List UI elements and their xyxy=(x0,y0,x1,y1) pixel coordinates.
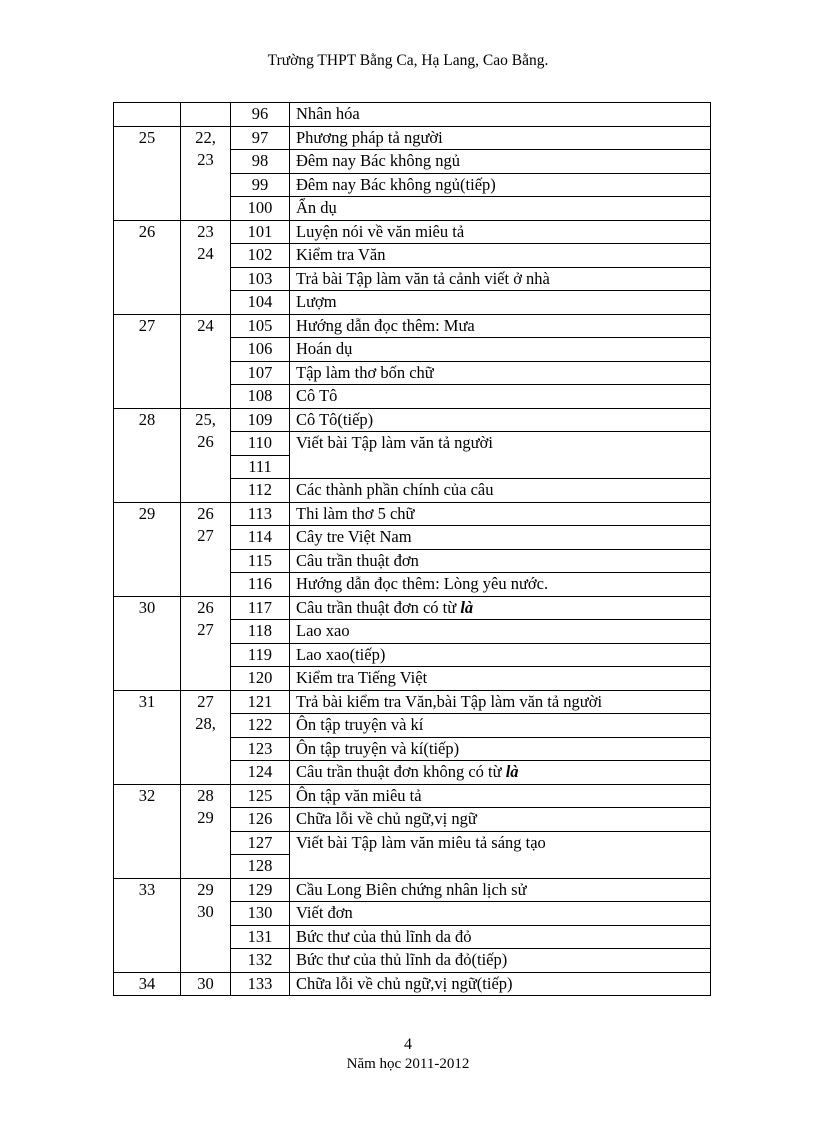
lesson-number: 112 xyxy=(231,479,290,503)
emphasis-word: là xyxy=(505,762,519,781)
tuan-cell xyxy=(181,408,231,502)
lesson-number: 113 xyxy=(231,502,290,526)
lesson-number: 114 xyxy=(231,526,290,550)
lesson-number: 109 xyxy=(231,408,290,432)
week-number: 28 xyxy=(138,409,156,429)
lesson-title: Viết bài Tập làm văn miêu tả sáng tạo xyxy=(290,831,711,878)
lesson-number: 115 xyxy=(231,549,290,573)
lesson-number: 129 xyxy=(231,878,290,902)
tuan-value: 22, xyxy=(195,127,216,147)
tuan-cell xyxy=(181,878,231,972)
table-row xyxy=(114,596,711,620)
tuan-cell xyxy=(181,314,231,408)
lesson-title-cell xyxy=(290,596,711,620)
lesson-number: 96 xyxy=(231,103,290,127)
lesson-title: Tập làm thơ bốn chữ xyxy=(290,361,711,385)
week-number: 32 xyxy=(138,785,156,805)
week-number: 29 xyxy=(138,503,156,523)
lesson-title: Ôn tập truyện và kí xyxy=(290,714,711,738)
tuan-cell xyxy=(181,103,231,127)
lesson-title: Cô Tô xyxy=(290,385,711,409)
tuan-value: 24 xyxy=(197,315,214,335)
lesson-number: 124 xyxy=(231,761,290,785)
lesson-title: Cô Tô(tiếp) xyxy=(290,408,711,432)
tuan-value: 23 xyxy=(197,221,214,241)
lesson-title: Luyện nói về văn miêu tả xyxy=(290,220,711,244)
lesson-number: 99 xyxy=(231,173,290,197)
lesson-number: 127 xyxy=(231,831,290,855)
lesson-title: Ôn tập truyện và kí(tiếp) xyxy=(290,737,711,761)
lesson-title: Đêm nay Bác không ngủ(tiếp) xyxy=(290,173,711,197)
tuan-value: 26 xyxy=(197,597,214,617)
lesson-title: Bức thư của thủ lĩnh da đỏ(tiếp) xyxy=(290,949,711,973)
lesson-title: Câu trần thuật đơn có từ xyxy=(296,597,461,617)
lesson-number: 125 xyxy=(231,784,290,808)
lesson-title-cell xyxy=(290,761,711,785)
tuan-cell xyxy=(181,972,231,996)
lesson-title: Trả bài kiểm tra Văn,bài Tập làm văn tả người xyxy=(290,690,711,714)
tuan-value: 25, xyxy=(195,409,216,429)
lesson-number: 130 xyxy=(231,902,290,926)
table-row xyxy=(114,103,711,127)
lesson-number: 102 xyxy=(231,244,290,268)
lesson-number: 118 xyxy=(231,620,290,644)
table-row xyxy=(114,220,711,244)
lesson-title: Các thành phần chính của câu xyxy=(290,479,711,503)
tuan-value: 29 xyxy=(197,879,214,899)
lesson-number: 131 xyxy=(231,925,290,949)
lesson-number: 117 xyxy=(231,596,290,620)
tuan-value: 23 xyxy=(197,150,214,169)
lesson-title: Trả bài Tập làm văn tả cảnh viết ở nhà xyxy=(290,267,711,291)
lesson-title: Viết đơn xyxy=(290,902,711,926)
lesson-title: Bức thư của thủ lĩnh da đỏ xyxy=(290,925,711,949)
lesson-number: 110 xyxy=(231,432,290,456)
tuan-value: 30 xyxy=(197,973,214,993)
lesson-number: 128 xyxy=(231,855,290,879)
week-number: 34 xyxy=(138,973,156,993)
week-number: 31 xyxy=(138,691,156,711)
lesson-number: 105 xyxy=(231,314,290,338)
week-number: 27 xyxy=(138,315,156,335)
table-row xyxy=(114,690,711,714)
lesson-number: 119 xyxy=(231,643,290,667)
tuan-value: 26 xyxy=(197,432,214,451)
table-row xyxy=(114,126,711,150)
week-cell xyxy=(114,502,181,596)
tuan-cell xyxy=(181,690,231,784)
tuan-cell xyxy=(181,220,231,314)
lesson-title: Kiểm tra Văn xyxy=(290,244,711,268)
table-row xyxy=(114,502,711,526)
tuan-value: 30 xyxy=(197,902,214,921)
page-header: Trường THPT Bằng Ca, Hạ Lang, Cao Bằng. xyxy=(267,52,549,69)
week-cell xyxy=(114,314,181,408)
tuan-cell xyxy=(181,126,231,220)
week-cell xyxy=(114,103,181,127)
lesson-number: 123 xyxy=(231,737,290,761)
week-number: 26 xyxy=(138,221,156,241)
lesson-number: 121 xyxy=(231,690,290,714)
lesson-number: 107 xyxy=(231,361,290,385)
week-number: 25 xyxy=(138,127,156,147)
lesson-title: Cây tre Việt Nam xyxy=(290,526,711,550)
lesson-title: Viết bài Tập làm văn tả người xyxy=(290,432,711,479)
lesson-title: Chữa lỗi về chủ ngữ,vị ngữ(tiếp) xyxy=(290,972,711,996)
lesson-title: Cầu Long Biên chứng nhân lịch sử xyxy=(290,878,711,902)
lesson-number: 116 xyxy=(231,573,290,597)
lesson-title: Đêm nay Bác không ngủ xyxy=(290,150,711,174)
school-year: Năm học 2011-2012 xyxy=(346,1056,470,1072)
lesson-title: Ẩn dụ xyxy=(290,197,711,221)
week-cell xyxy=(114,690,181,784)
tuan-cell xyxy=(181,784,231,878)
week-cell xyxy=(114,596,181,690)
tuan-value: 28 xyxy=(197,785,214,805)
tuan-value: 28, xyxy=(195,714,216,733)
lesson-title: Lượm xyxy=(290,291,711,315)
tuan-value: 27 xyxy=(197,620,214,639)
week-cell xyxy=(114,408,181,502)
table-row xyxy=(114,314,711,338)
lesson-title: Câu trần thuật đơn xyxy=(290,549,711,573)
lesson-number: 132 xyxy=(231,949,290,973)
tuan-value: 29 xyxy=(197,808,214,827)
lesson-number: 101 xyxy=(231,220,290,244)
lesson-number: 126 xyxy=(231,808,290,832)
lesson-number: 133 xyxy=(231,972,290,996)
lesson-title: Thi làm thơ 5 chữ xyxy=(290,502,711,526)
lesson-title: Nhân hóa xyxy=(290,103,711,127)
lesson-number: 108 xyxy=(231,385,290,409)
tuan-cell xyxy=(181,502,231,596)
table-row xyxy=(114,878,711,902)
week-cell xyxy=(114,220,181,314)
lesson-number: 122 xyxy=(231,714,290,738)
lesson-title: Kiểm tra Tiếng Việt xyxy=(290,667,711,691)
lesson-number: 111 xyxy=(231,455,290,479)
lesson-number: 120 xyxy=(231,667,290,691)
lesson-title: Hoán dụ xyxy=(290,338,711,362)
week-cell xyxy=(114,972,181,996)
lesson-number: 98 xyxy=(231,150,290,174)
tuan-cell xyxy=(181,596,231,690)
lesson-title: Hướng dẫn đọc thêm: Mưa xyxy=(290,314,711,338)
tuan-value: 24 xyxy=(197,244,214,263)
lesson-number: 97 xyxy=(231,126,290,150)
week-number: 30 xyxy=(138,597,156,617)
lesson-title: Phương pháp tả người xyxy=(290,126,711,150)
lesson-title: Hướng dẫn đọc thêm: Lòng yêu nước. xyxy=(290,573,711,597)
week-cell xyxy=(114,784,181,878)
tuan-value: 27 xyxy=(197,526,214,545)
emphasis-word: là xyxy=(460,597,474,617)
lesson-number: 106 xyxy=(231,338,290,362)
lesson-title: Chữa lỗi về chủ ngữ,vị ngữ xyxy=(290,808,711,832)
lesson-number: 100 xyxy=(231,197,290,221)
lesson-number: 103 xyxy=(231,267,290,291)
lesson-plan-table xyxy=(113,102,711,996)
lesson-number: 104 xyxy=(231,291,290,315)
lesson-title: Lao xao(tiếp) xyxy=(290,643,711,667)
tuan-value: 27 xyxy=(197,691,214,711)
lesson-title: Câu trần thuật đơn không có từ xyxy=(296,762,506,781)
table-row xyxy=(114,408,711,432)
table-row xyxy=(114,784,711,808)
lesson-title: Lao xao xyxy=(290,620,711,644)
page-number: 4 xyxy=(404,1036,412,1053)
tuan-value: 26 xyxy=(197,503,214,523)
week-cell xyxy=(114,126,181,220)
week-number: 33 xyxy=(138,879,156,899)
table-row xyxy=(114,972,711,996)
lesson-title: Ôn tập văn miêu tả xyxy=(290,784,711,808)
week-cell xyxy=(114,878,181,972)
